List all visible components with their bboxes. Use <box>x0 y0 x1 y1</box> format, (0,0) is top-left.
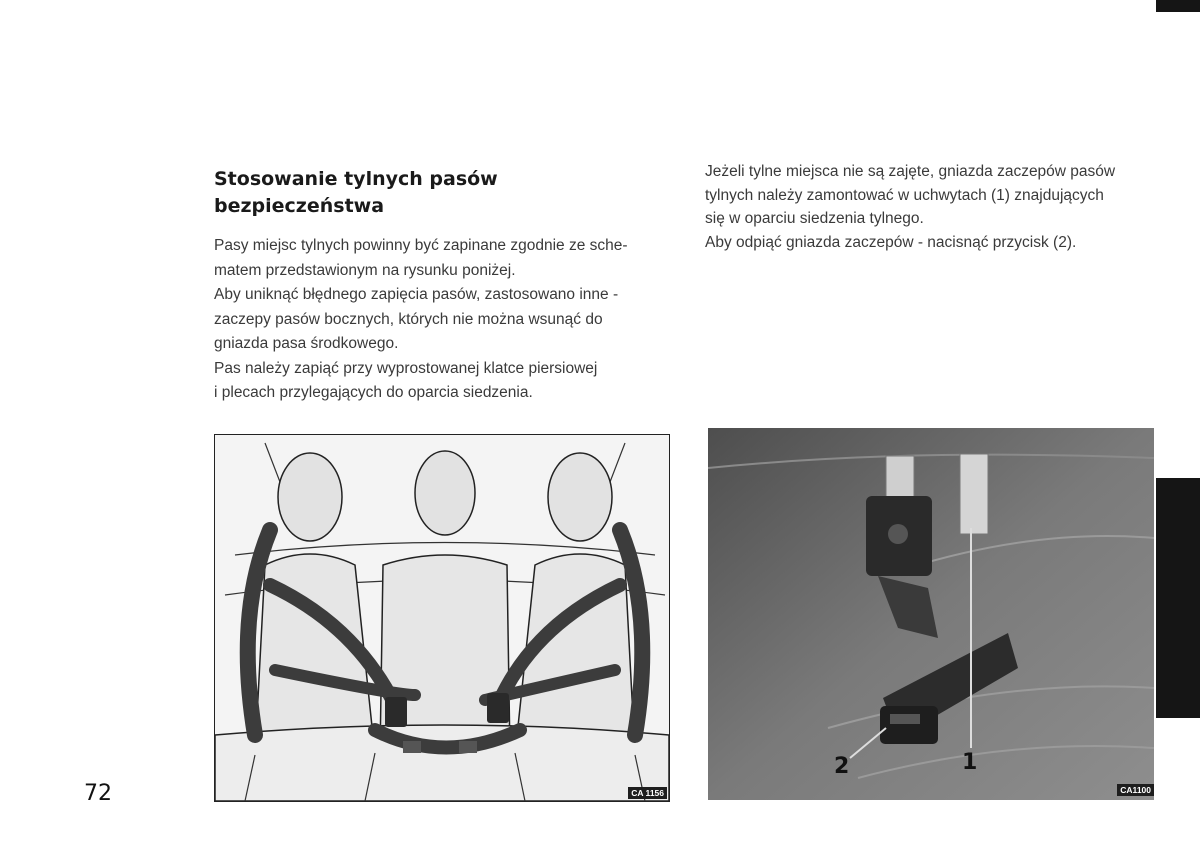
seat-belt-illustration <box>215 435 669 801</box>
heading-line-1: Stosowanie tylnych pasów <box>214 168 498 190</box>
right-column-text <box>705 160 1145 254</box>
text-line: Pas należy zapiąć przy wyprostowanej klatce piersiowej <box>214 359 598 377</box>
text-line: się w oparciu siedzenia tylnego. <box>705 210 924 227</box>
left-column-text <box>214 234 666 406</box>
text-line: Aby odpiąć gniazda zaczepów - nacisnąć przycisk (2). <box>705 233 1077 251</box>
section-heading <box>214 166 534 220</box>
text-line: Pasy miejsc tylnych powinny być zapinane zgodnie ze sche- <box>214 237 628 254</box>
page-edge-dark-middle <box>1156 478 1200 718</box>
text-line: matem przedstawionym na rysunku poniżej. <box>214 261 516 279</box>
callout-1: 1 <box>962 750 978 775</box>
text-line: tylnych należy zamontować w uchwytach (1) znajdujących <box>705 186 1104 204</box>
page-number: 72 <box>84 781 112 806</box>
figure-code-tag: CA1100 <box>1117 784 1154 796</box>
buckle-photo <box>708 428 1154 800</box>
page-edge <box>1156 0 1200 848</box>
buckle-photo-illustration <box>708 428 1154 800</box>
text-line: Aby uniknąć błędnego zapięcia pasów, zastosowano inne - <box>214 286 619 303</box>
text-line: Jeżeli tylne miejsca nie są zajęte, gniazda zaczepów pasów <box>705 163 1116 180</box>
text-line: i plecach przylegających do oparcia siedzenia. <box>214 384 533 401</box>
heading-line-2: bezpieczeństwa <box>214 195 385 217</box>
text-line: gniazda pasa środkowego. <box>214 335 399 352</box>
page-edge-dark-top <box>1156 0 1200 12</box>
callout-2: 2 <box>834 754 850 779</box>
text-line: zaczepy pasów bocznych, których nie można wsunąć do <box>214 310 603 328</box>
seat-belt-diagram <box>214 434 670 802</box>
figure-code-tag: CA 1156 <box>628 787 667 799</box>
